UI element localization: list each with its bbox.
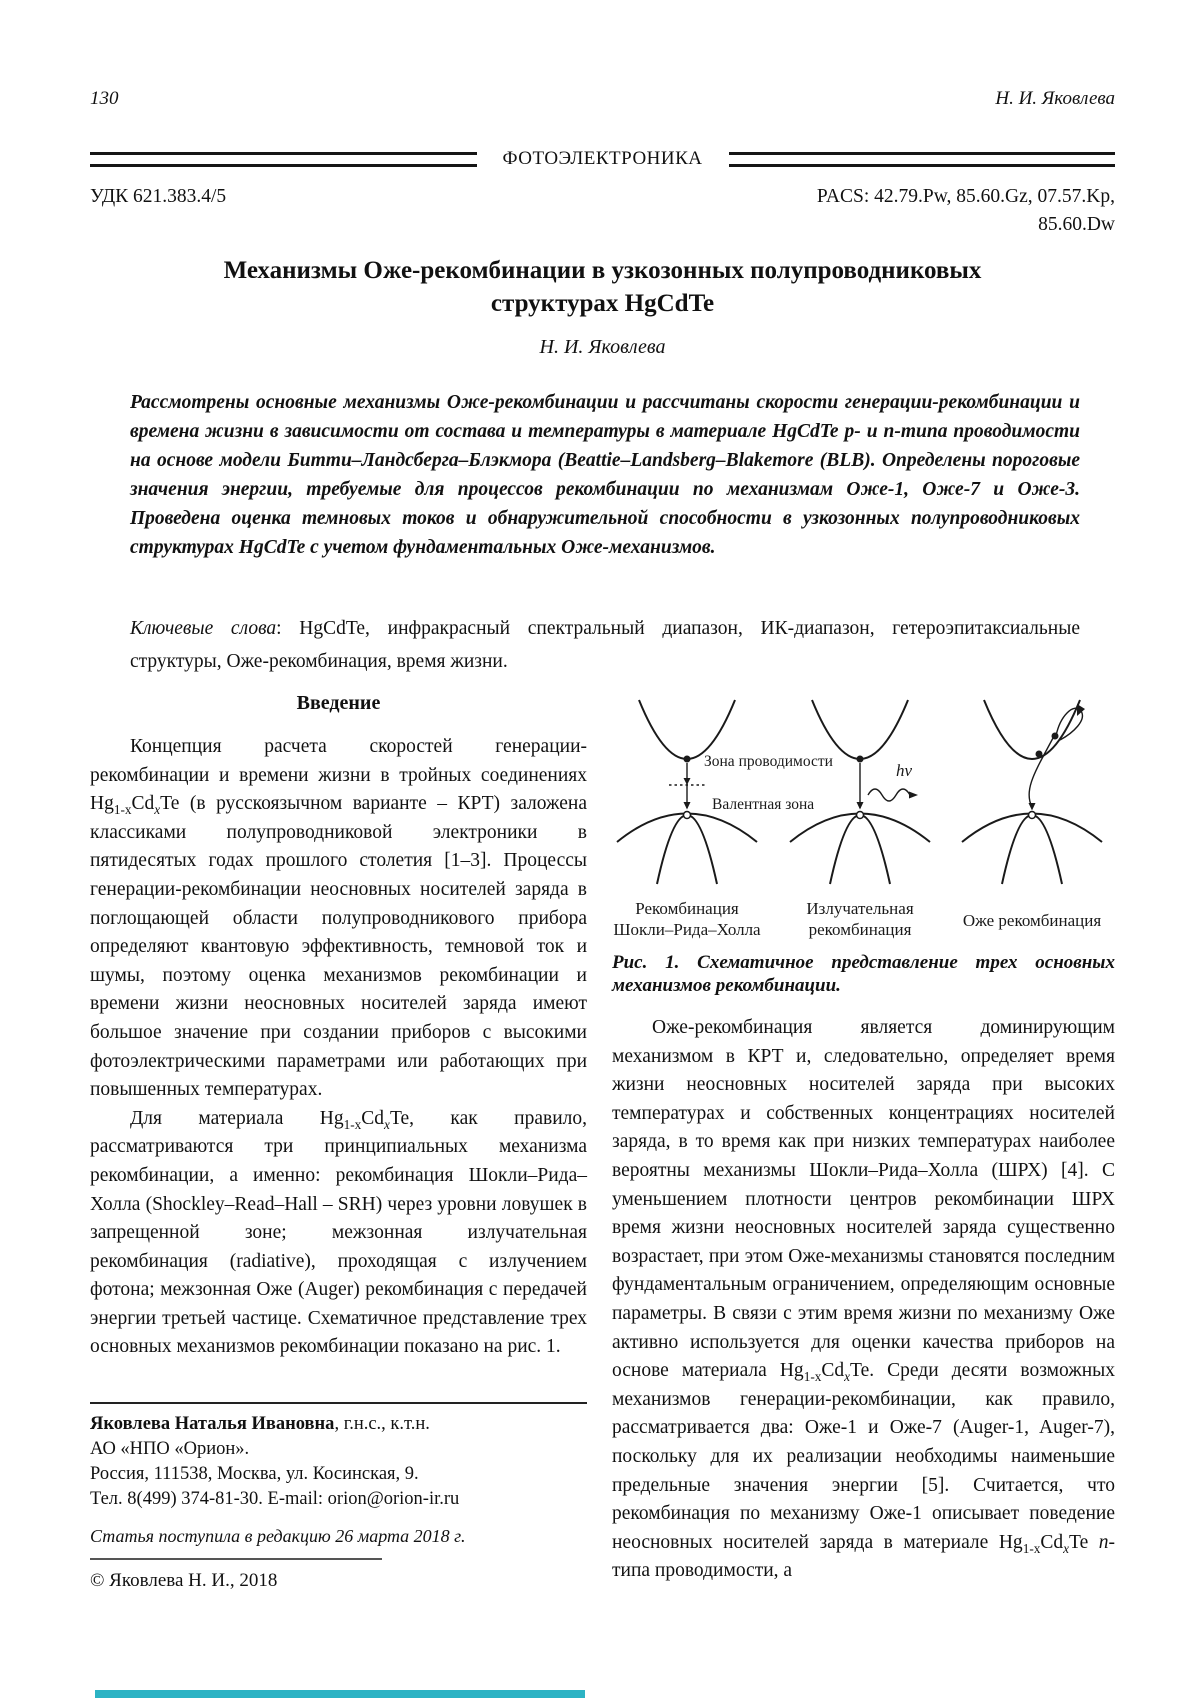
footnote-rule-top xyxy=(90,1402,587,1404)
article-title xyxy=(90,254,1115,320)
valence-band-label: Валентная зона xyxy=(712,796,815,813)
article-author: Н. И. Яковлева xyxy=(539,336,666,358)
right-paragraph-1: Оже-рекомбинация является доминирующим механизмом в КРТ и, следовательно, определяет время жизни неосновных носителей заряда при высоких температурах и собственных концентрациях носителей заряда, в то время как при низких температурах наиболее вероятны механизмы Шокли–Рида–Холла (ШРХ) [4]. С уменьшением плотности центров рекомбинации ШРХ время жизни неосновных носителей заряда существенно возрастает, при этом Оже-механизмы становятся последним фундаментальным ограничением, определяющим основные параметры. В связи с этим время жизни по механизму Оже активно используется для оценки качества приборов на основе материала $Hg_{1-x}Cd_xTe$. Среди десяти возможных механизмов генерации-рекомбинации, как правило, рассматривается два: Оже-1 и Оже-7 (Auger-1, Auger-7), поскольку для их реализации необходимы наименьшие предельные значения энергии [5]. Считается, что рекомбинация по механизму Оже-1 описывает поведение неосновных носителей заряда в материале $Hg_{1-x}Cd_xTe$ n-типа проводимости, а xyxy=(612,1017,1115,1582)
photon-hv-label: hν xyxy=(896,761,913,780)
photon-wave xyxy=(868,789,910,801)
footnote-organization: АО «НПО «Орион». xyxy=(90,1439,250,1459)
footnote-author-name: Яковлева Наталья Ивановна xyxy=(90,1414,335,1434)
footnote-received-date: Статья поступила в редакцию 26 марта 2018 г. xyxy=(90,1526,466,1546)
abstract: Рассмотрены основные механизмы Оже-рекомбинации и рассчитаны скорости генерации-рекомбинации и времена жизни в зависимости от состава и температуры в материале HgCdTe p- и n-типа проводимости на основе модели Битти–Ландсберга–Блэкмора (Beattie–Landsberg–Blakemore (BLB). Определены пороговые значения энергии, требуемые для процессов рекомбинации по механизмам Оже-1, Оже-7 и Оже-3. Проведена оценка темновых токов и обнаружительной способности в узкозонных полупроводниковых структурах HgCdTe с учетом фундаментальных Оже-механизмов. xyxy=(130,392,1080,558)
figure-1-caption: Рис. 1. Схематичное представление трех основных механизмов рекомбинации. xyxy=(612,952,1115,996)
article-title-line2: структурах HgCdTe xyxy=(490,290,715,317)
intro-heading: Введение xyxy=(296,692,381,714)
footnote-block xyxy=(90,1402,587,1593)
banner-rule-right xyxy=(729,152,1116,167)
intro-paragraph-2: Для материала $Hg_{1-x}Cd_xTe$, как правило, рассматриваются три принципиальных механизма рекомбинации, а именно: рекомбинация Шокли–Рида–Холла (Shockley–Read–Hall – SRH) через уровни ловушек в запрещенной зоне; межзонная излучательная рекомбинация (radiative), проходящая с излучением фотона; межзонная Оже (Auger) рекомбинация с передачей энергии третьей частице. Схематичное представление трех основных механизмов рекомбинации показано на рис. 1. xyxy=(90,1107,588,1358)
banner-rule-left xyxy=(90,152,477,167)
intro-paragraph-1: Концепция расчета скоростей генерации-рекомбинации и времени жизни в тройных соединениях $Hg_{1-x}Cd_xTe$ (в русскоязычном варианте – КРТ) заложена классиками полупроводниковой электроники в пятидесятых годах прошлого столетия [1–3]. Процессы генерации-рекомбинации неосновных носителей заряда в поглощающей области полупроводникового прибора определяют квантовую эффективность, темновой ток и шумы, поэтому оценка механизмов рекомбинации и времени жизни неосновных носителей заряда имеют большое значение при создании приборов с высокими фотоэлектрическими параметрами или работающих при повышенных температурах. xyxy=(90,736,587,1101)
figure-1-band-diagrams xyxy=(612,692,1115,942)
article-title-line1: Механизмы Оже-рекомбинации в узкозонных полупроводниковых xyxy=(223,257,982,284)
pacs-codes-line1: PACS: 42.79.Pw, 85.60.Gz, 07.57.Kp, xyxy=(816,186,1115,207)
right-column xyxy=(612,692,1115,1586)
footnote-author-line xyxy=(90,1412,587,1437)
radiative-diagram xyxy=(790,700,930,884)
auger-caption: Оже рекомбинация xyxy=(962,911,1102,930)
keywords: Ключевые слова: HgCdTe, инфракрасный спектральный диапазон, ИК-диапазон, гетероэпитаксиальные структуры, Оже-рекомбинация, время жизни. xyxy=(130,618,1080,672)
radiative-caption-line1: Излучательная xyxy=(806,899,914,918)
left-column xyxy=(90,692,587,1362)
footnote-author-degrees: , г.н.с., к.т.н. xyxy=(334,1414,430,1434)
bottom-accent-bar xyxy=(95,1690,585,1698)
srh-caption-line1: Рекомбинация xyxy=(635,899,739,918)
running-author: Н. И. Яковлева xyxy=(995,88,1115,109)
srh-diagram xyxy=(617,700,757,884)
footnote-copyright: © Яковлева Н. И., 2018 xyxy=(90,1570,278,1591)
page-number: 130 xyxy=(90,88,119,109)
footnote-contact: Тел. 8(499) 374-81-30. E-mail: orion@orion-ir.ru xyxy=(90,1489,460,1509)
footnote-rule-partial xyxy=(90,1558,382,1560)
conduction-band-label: Зона проводимости xyxy=(704,753,833,770)
udk-code: УДК 621.383.4/5 xyxy=(90,186,227,207)
section-banner-title: ФОТОЭЛЕКТРОНИКА xyxy=(502,148,703,169)
section-banner-row xyxy=(90,148,1115,170)
pacs-codes-line2: 85.60.Dw xyxy=(1038,214,1115,235)
auger-diagram xyxy=(962,700,1102,884)
srh-caption-line2: Шокли–Рида–Холла xyxy=(613,920,761,939)
radiative-caption-line2: рекомбинация xyxy=(808,920,912,939)
footnote-address: Россия, 111538, Москва, ул. Косинская, 9. xyxy=(90,1464,419,1484)
